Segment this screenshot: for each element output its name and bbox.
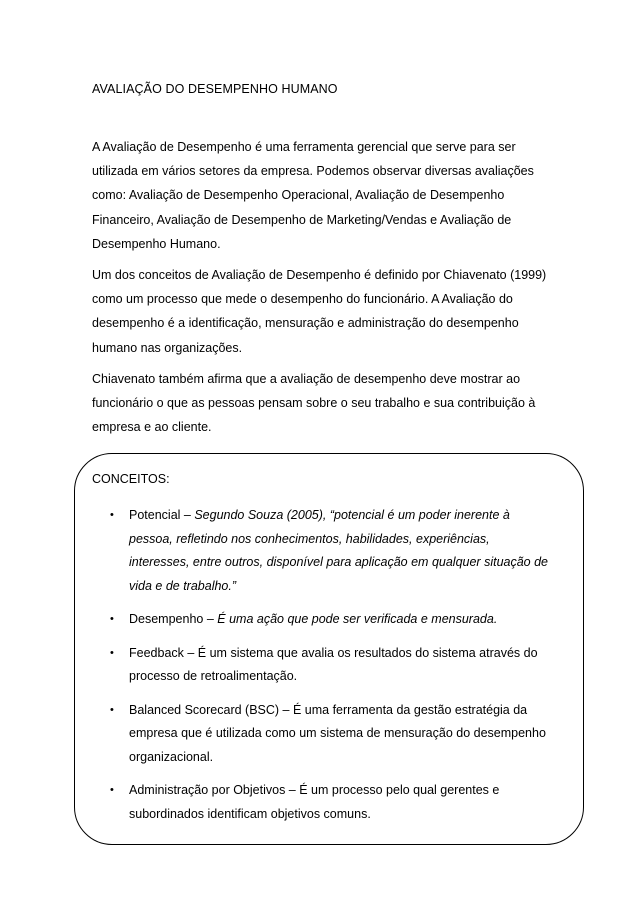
concept-term: Feedback –: [129, 645, 198, 660]
concept-description: É um sistema que avalia os resultados do sistema através do processo de retroalimentação.: [129, 645, 538, 683]
concept-list: [75, 504, 583, 836]
concept-term: Potencial –: [129, 508, 195, 522]
bullet-icon: •: [110, 784, 114, 796]
paragraph-chiavenato: Chiavenato também afirma que a avaliação de desempenho deve mostrar ao funcionário o que as pessoas pensam sobre o seu trabalho e sua contribuição à empresa e ao cliente.: [92, 371, 536, 435]
bullet-icon: •: [110, 509, 114, 521]
concept-term: Administração por Objetivos –: [129, 783, 300, 797]
concept-description: É uma ação que pode ser verificada e mensurada.: [217, 612, 498, 626]
concept-description: É um processo pelo qual gerentes e subordinados identificam objetivos comuns.: [129, 783, 500, 821]
concept-description: Segundo Souza (2005), “potencial é um poder inerente à pessoa, refletindo nos conhecimentos, habilidades, experiências, interesses, entre outros, disponível para aplicação em qualquer situação de vida e de trabalho.”: [129, 508, 549, 593]
page-title: AVALIAÇÃO DO DESEMPENHO HUMANO: [92, 82, 338, 96]
bullet-icon: •: [110, 646, 114, 659]
paragraph-intro: A Avaliação de Desempenho é uma ferramenta gerencial que serve para ser utilizada em vários setores da empresa. Podemos observar diversas avaliações como: Avaliação de Desempenho Operacional, Avaliação de Desempenho Financeiro, Avaliação de Desempenho de Marketing/Vendas e Avaliação de Desempenho Humano.: [92, 140, 534, 251]
concept-item-desempenho: [75, 608, 583, 632]
concepts-box: [74, 453, 584, 845]
concept-term: Balanced Scorecard (BSC) –: [129, 702, 293, 717]
concept-item-feedback: [75, 642, 583, 689]
bullet-icon: •: [110, 613, 114, 625]
paragraph-definition: Um dos conceitos de Avaliação de Desempenho é definido por Chiavenato (1999) como um processo que mede o desempenho do funcionário. A Avaliação do desempenho é a identificação, mensuração e administração do desempenho humano nas organizações.: [92, 268, 547, 355]
body-text: [92, 135, 562, 446]
concept-item-bsc: [75, 699, 583, 770]
concept-item-potencial: [75, 504, 583, 598]
concept-description: É uma ferramenta da gestão estratégia da empresa que é utilizada como um sistema de mensuração do desempenho organizacional.: [129, 702, 546, 764]
bullet-icon: •: [110, 703, 114, 716]
concepts-heading: CONCEITOS:: [92, 472, 170, 486]
concept-item-apo: [75, 779, 583, 826]
concept-term: Desempenho –: [129, 612, 218, 626]
